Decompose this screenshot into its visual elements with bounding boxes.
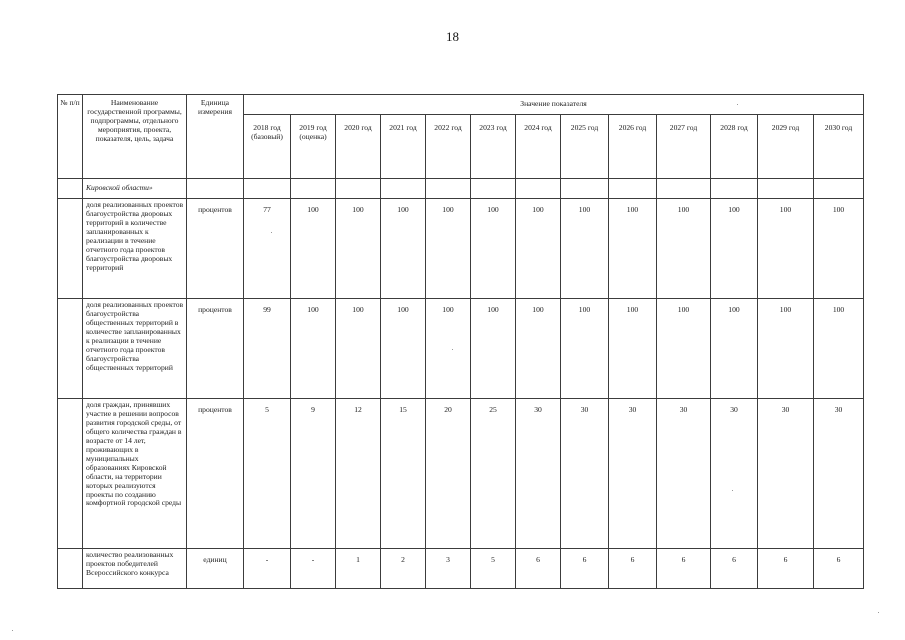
indicator-value: 30 (561, 399, 609, 549)
indicator-value: 15 (381, 399, 426, 549)
indicator-value: 6 (711, 549, 758, 589)
indicator-value: 100 (381, 299, 426, 399)
value-cell (814, 179, 864, 199)
num-cell (58, 299, 83, 399)
indicator-value: 30 (516, 399, 561, 549)
indicator-value: 100 (609, 299, 657, 399)
indicator-value: 3 (426, 549, 471, 589)
header-num: № п/п (58, 95, 83, 179)
table-row (58, 399, 864, 549)
indicator-unit: процентов (187, 399, 244, 549)
indicator-value: 6 (561, 549, 609, 589)
header-values-group: Значение показателя (244, 95, 864, 115)
indicator-value: 100 (814, 199, 864, 299)
indicator-value: 6 (814, 549, 864, 589)
value-cell (244, 179, 291, 199)
continuation-row (58, 179, 864, 199)
indicator-value: 99 (244, 299, 291, 399)
value-cell (336, 179, 381, 199)
indicator-table (57, 94, 864, 589)
value-cell (426, 179, 471, 199)
indicator-value: 100 (758, 199, 814, 299)
indicator-value: 30 (609, 399, 657, 549)
indicator-value: 30 (657, 399, 711, 549)
scan-speck (12, 630, 13, 631)
table-row (58, 299, 864, 399)
indicator-value: 6 (609, 549, 657, 589)
year-header: 2024 год (516, 115, 561, 179)
value-cell (516, 179, 561, 199)
indicator-value: 30 (814, 399, 864, 549)
indicator-value: - (291, 549, 336, 589)
indicator-name: количество реализованных проектов победителей Всероссийского конкурса (83, 549, 187, 589)
num-cell (58, 549, 83, 589)
indicator-unit: процентов (187, 299, 244, 399)
unit-cell (187, 179, 244, 199)
year-header: 2022 год (426, 115, 471, 179)
indicator-value: 100 (336, 299, 381, 399)
scan-speck (271, 232, 272, 233)
indicator-value: 30 (758, 399, 814, 549)
indicator-value: - (244, 549, 291, 589)
indicator-value: 100 (711, 299, 758, 399)
indicator-value: 100 (381, 199, 426, 299)
header-row-1 (58, 95, 864, 115)
year-header: 2027 год (657, 115, 711, 179)
year-header: 2020 год (336, 115, 381, 179)
header-unit: Единица измерения (187, 95, 244, 179)
value-cell (561, 179, 609, 199)
indicator-value: 100 (426, 299, 471, 399)
scan-speck (732, 490, 733, 491)
value-cell (711, 179, 758, 199)
indicator-name: доля реализованных проектов благоустройства общественных территорий в количестве запланированных к реализации в течение отчетного года проектов благоустройства общественных территорий (83, 299, 187, 399)
indicator-value: 100 (291, 199, 336, 299)
table-row (58, 549, 864, 589)
year-header: 2025 год (561, 115, 609, 179)
year-header: 2026 год (609, 115, 657, 179)
indicator-value: 100 (336, 199, 381, 299)
year-header: 2021 год (381, 115, 426, 179)
page-number: 18 (446, 29, 459, 44)
indicator-value: 1 (336, 549, 381, 589)
num-cell (58, 199, 83, 299)
indicator-value: 100 (609, 199, 657, 299)
value-cell (657, 179, 711, 199)
indicator-value: 100 (426, 199, 471, 299)
indicator-value: 6 (657, 549, 711, 589)
indicator-value: 100 (758, 299, 814, 399)
indicator-value: 20 (426, 399, 471, 549)
table-row (58, 199, 864, 299)
year-header: 2019 год (оценка) (291, 115, 336, 179)
indicator-value: 25 (471, 399, 516, 549)
scan-speck (878, 612, 879, 613)
value-cell (758, 179, 814, 199)
indicator-value: 100 (657, 199, 711, 299)
indicator-value: 100 (711, 199, 758, 299)
indicator-unit: процентов (187, 199, 244, 299)
indicator-value: 12 (336, 399, 381, 549)
value-cell (609, 179, 657, 199)
year-header: 2028 год (711, 115, 758, 179)
year-header: 2030 год (814, 115, 864, 179)
indicator-value: 5 (471, 549, 516, 589)
header-name: Наименование государственной программы, подпрограммы, отдельного мероприятия, проекта, показателя, цель, задача (83, 95, 187, 179)
indicator-value: 9 (291, 399, 336, 549)
indicator-value: 2 (381, 549, 426, 589)
value-cell (471, 179, 516, 199)
indicator-value: 100 (516, 199, 561, 299)
year-header: 2018 год (базовый) (244, 115, 291, 179)
scan-speck (737, 104, 738, 105)
indicator-value: 100 (561, 299, 609, 399)
indicator-value: 100 (291, 299, 336, 399)
indicator-value: 100 (657, 299, 711, 399)
indicator-value: 100 (516, 299, 561, 399)
indicator-value: 30 (711, 399, 758, 549)
indicator-value: 6 (516, 549, 561, 589)
indicator-value: 100 (561, 199, 609, 299)
num-cell (58, 399, 83, 549)
scan-speck (452, 349, 453, 350)
year-header: 2023 год (471, 115, 516, 179)
indicator-value: 100 (471, 299, 516, 399)
value-cell (291, 179, 336, 199)
indicator-value: 6 (758, 549, 814, 589)
continuation-text: Кировской области» (83, 179, 187, 199)
value-cell (381, 179, 426, 199)
indicator-value: 100 (471, 199, 516, 299)
indicator-value: 77 (244, 199, 291, 299)
num-cell (58, 179, 83, 199)
year-header: 2029 год (758, 115, 814, 179)
indicator-value: 5 (244, 399, 291, 549)
indicator-name: доля реализованных проектов благоустройства дворовых территорий в количестве запланированных к реализации в течение отчетного года проектов благоустройства дворовых территорий (83, 199, 187, 299)
indicator-name: доля граждан, принявших участие в решении вопросов развития городской среды, от общего количества граждан в возрасте от 14 лет, проживающих в муниципальных образованиях Кировской области, на территории которых реализуются проекты по созданию комфортной городской среды (83, 399, 187, 549)
indicator-unit: единиц (187, 549, 244, 589)
indicator-value: 100 (814, 299, 864, 399)
